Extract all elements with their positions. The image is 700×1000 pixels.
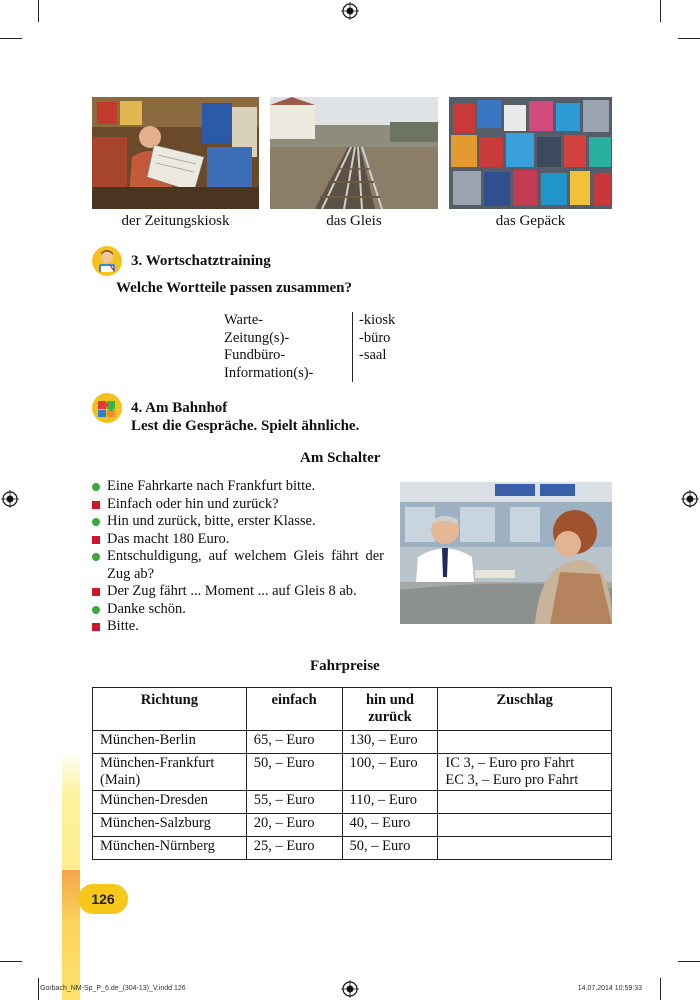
word-part-right: -büro — [359, 329, 391, 346]
table-cell — [438, 791, 612, 814]
table-cell — [438, 837, 612, 860]
crop-mark — [660, 0, 661, 22]
fares-title: Fahrpreise — [310, 658, 380, 674]
crop-mark — [38, 0, 39, 22]
section-4-title: 4. Am Bahnhof — [131, 400, 228, 416]
kiosk-caption: der Zeitungskiosk — [121, 213, 230, 229]
table-cell: 130, – Euro — [342, 731, 438, 754]
table-cell — [438, 814, 612, 837]
dialog — [92, 478, 384, 636]
table-cell: München-Berlin — [93, 731, 247, 754]
footer-file: Gorbach_NM-Sp_P_6.de_(304-13)_V.indd 126 — [40, 985, 186, 992]
section-3-title: 3. Wortschatztraining — [131, 253, 271, 269]
table-row — [93, 791, 612, 814]
table-row — [93, 731, 612, 754]
section-3-question: Welche Wortteile passen zusammen? — [116, 280, 352, 296]
table-row — [93, 837, 612, 860]
table-row — [93, 754, 612, 791]
table-cell: München-Nürnberg — [93, 837, 247, 860]
dialog-line: Das macht 180 Euro. — [92, 531, 384, 549]
crop-mark — [0, 38, 22, 39]
crop-mark — [660, 978, 661, 1000]
registration-mark-icon — [341, 2, 359, 20]
table-cell: IC 3, – Euro pro Fahrt EC 3, – Euro pro Fahrt — [438, 754, 612, 791]
dialog-line: Bitte. — [92, 618, 384, 636]
luggage-caption: das Gepäck — [495, 213, 566, 229]
green-bullet-icon — [92, 553, 100, 561]
puzzle-icon — [92, 393, 122, 423]
table-row — [93, 814, 612, 837]
registration-mark-icon — [1, 490, 19, 508]
table-cell: 20, – Euro — [246, 814, 342, 837]
crop-mark — [38, 978, 39, 1000]
column-header: hin und zurück — [342, 688, 438, 731]
luggage-photo — [449, 97, 612, 209]
word-parts-divider — [352, 312, 353, 382]
table-header-row — [93, 688, 612, 731]
green-bullet-icon — [92, 606, 100, 614]
table-cell: 110, – Euro — [342, 791, 438, 814]
crop-mark — [678, 38, 700, 39]
dialog-line: Entschuldigung, auf welchem Gleis fährt der Zug ab? — [92, 548, 384, 583]
table-cell: München-Frankfurt (Main) — [93, 754, 247, 791]
red-bullet-icon — [92, 623, 100, 631]
column-header: Zuschlag — [438, 688, 612, 731]
table-cell: München-Dresden — [93, 791, 247, 814]
word-part-left: Information(s)- — [224, 364, 314, 381]
word-parts-right — [359, 312, 439, 365]
dialog-line: Danke schön. — [92, 601, 384, 619]
dialog-title: Am Schalter — [300, 450, 381, 466]
page-number: 126 — [78, 884, 128, 914]
crop-mark — [0, 961, 22, 962]
red-bullet-icon — [92, 501, 100, 509]
word-part-left: Zeitung(s)- — [224, 329, 290, 346]
word-part-right: -kiosk — [359, 312, 396, 328]
dialog-line: Der Zug fährt ... Moment ... auf Gleis 8 ab. — [92, 583, 384, 601]
table-cell: 50, – Euro — [342, 837, 438, 860]
green-bullet-icon — [92, 483, 100, 491]
table-cell: 65, – Euro — [246, 731, 342, 754]
footer-timestamp: 14.07.2014 10:59:33 — [577, 985, 642, 992]
table-cell: 50, – Euro — [246, 754, 342, 791]
column-header: einfach — [246, 688, 342, 731]
page-side-bar — [62, 870, 80, 1000]
ticket-counter-photo — [400, 482, 612, 624]
dialog-line: Einfach oder hin und zurück? — [92, 496, 384, 514]
track-caption: das Gleis — [326, 213, 382, 229]
registration-mark-icon — [341, 980, 359, 998]
table-cell: 25, – Euro — [246, 837, 342, 860]
registration-mark-icon — [681, 490, 699, 508]
word-parts-left — [224, 312, 352, 382]
dialog-line: Hin und zurück, bitte, erster Klasse. — [92, 513, 384, 531]
section-4-instruction: Lest die Gespräche. Spielt ähnliche. — [131, 418, 360, 434]
table-cell: 40, – Euro — [342, 814, 438, 837]
table-cell: 100, – Euro — [342, 754, 438, 791]
red-bullet-icon — [92, 536, 100, 544]
word-part-left: Fundbüro- — [224, 347, 286, 363]
crop-mark — [678, 961, 700, 962]
word-part-right: -saal — [359, 347, 387, 363]
table-cell: München-Salzburg — [93, 814, 247, 837]
table-cell — [438, 731, 612, 754]
dialog-line: Eine Fahrkarte nach Frankfurt bitte. — [92, 478, 384, 496]
word-part-left: Warte- — [224, 312, 264, 328]
red-bullet-icon — [92, 588, 100, 596]
table-cell: 55, – Euro — [246, 791, 342, 814]
writing-child-icon — [92, 246, 122, 276]
green-bullet-icon — [92, 518, 100, 526]
column-header: Richtung — [93, 688, 247, 731]
fares-table — [92, 687, 612, 860]
track-photo — [270, 97, 438, 209]
kiosk-photo — [92, 97, 259, 209]
